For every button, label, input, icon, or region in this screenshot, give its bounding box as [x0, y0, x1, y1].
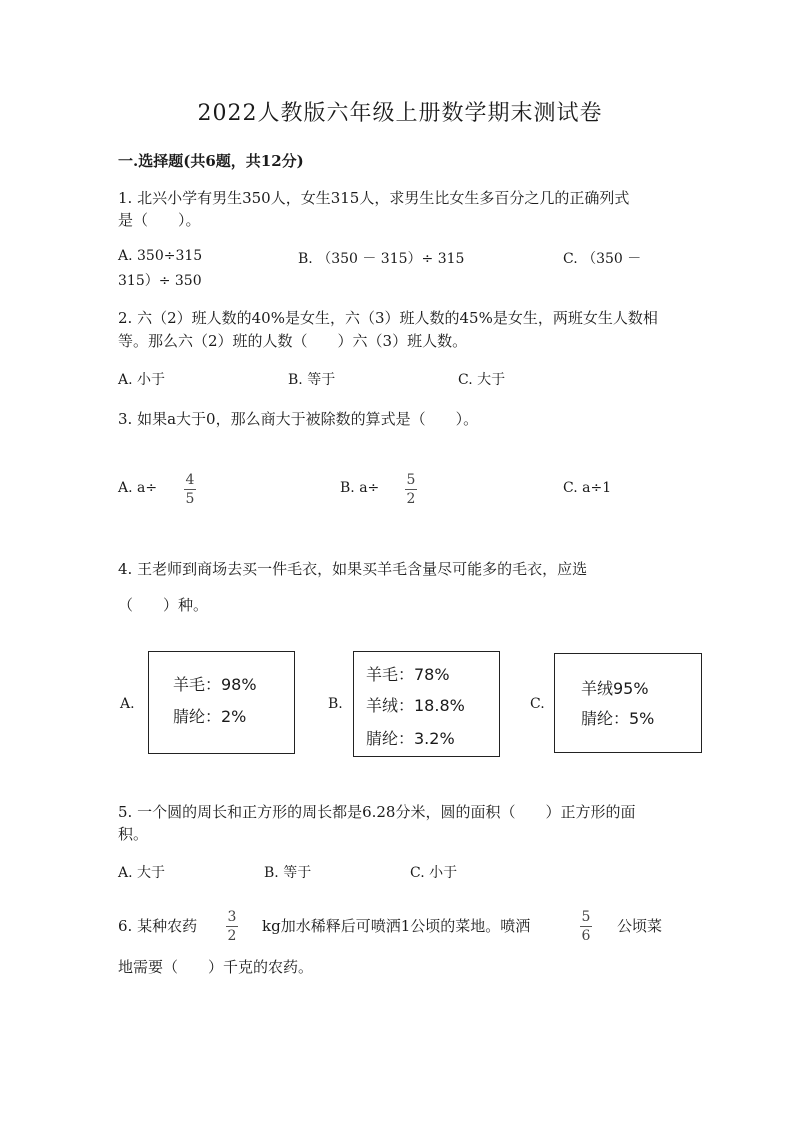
q2-option-a: A. 小于: [118, 372, 166, 388]
fabric-line: 腈纶：3.2%: [366, 729, 455, 748]
fraction-bar: [184, 489, 196, 490]
fabric-line: 羊毛：98%: [173, 675, 257, 694]
q5-option-a: A. 大于: [118, 865, 166, 881]
fraction-numerator: 4: [185, 472, 195, 488]
q3-option-c: C. a÷1: [563, 480, 612, 496]
q2-text-line1: 2. 六（2）班人数的40%是女生，六（3）班人数的45%是女生，两班女生人数相: [118, 309, 658, 327]
q6-fraction-1: [226, 909, 238, 944]
q1-option-c-line1: C. （350 －: [563, 251, 642, 267]
q6-text-mid: kg加水稀释后可喷洒1公顷的菜地。喷洒: [262, 917, 531, 935]
q1-option-a: A. 350÷315: [118, 248, 203, 264]
q2-option-c: C. 大于: [458, 372, 506, 388]
q4-option-c-label-box: [554, 653, 702, 753]
fraction-numerator: 5: [406, 472, 416, 488]
q4-option-a-label: A.: [120, 696, 135, 712]
fraction-numerator: 3: [227, 909, 237, 925]
q5-option-c: C. 小于: [410, 865, 458, 881]
fabric-line: 腈纶：2%: [173, 707, 247, 726]
fraction-denominator: 5: [185, 491, 195, 507]
q4-option-c-label: C.: [530, 696, 545, 712]
fraction-denominator: 2: [406, 491, 416, 507]
fraction-denominator: 6: [581, 928, 591, 944]
q3-option-a-fraction: [184, 472, 196, 507]
q6-text-line2: 地需要（ ）千克的农药。: [118, 958, 314, 976]
section-heading: 一.选择题(共6题，共12分): [118, 152, 304, 170]
q4-option-b-label-box: [353, 651, 500, 757]
fraction-bar: [226, 926, 238, 927]
q3-option-b: B. a÷: [340, 480, 380, 496]
q5-text-line1: 5. 一个圆的周长和正方形的周长都是6.28分米，圆的面积（ ）正方形的面: [118, 803, 636, 821]
q5-option-b: B. 等于: [264, 865, 312, 881]
q1-text-line2: 是（ ）。: [118, 211, 201, 229]
q1-text-line1: 1. 北兴小学有男生350人，女生315人，求男生比女生多百分之几的正确列式: [118, 189, 630, 207]
fraction-numerator: 5: [581, 909, 591, 925]
q3-option-b-fraction: [405, 472, 417, 507]
fraction-bar: [405, 489, 417, 490]
q6-text-post: 公顷菜: [617, 917, 663, 935]
q3-option-a: A. a÷: [118, 480, 158, 496]
fraction-denominator: 2: [227, 928, 237, 944]
page-title: 2022人教版六年级上册数学期末测试卷: [197, 101, 603, 126]
q4-text-line2: （ ）种。: [118, 596, 209, 614]
q2-option-b: B. 等于: [288, 372, 336, 388]
q4-text-line1: 4. 王老师到商场去买一件毛衣，如果买羊毛含量尽可能多的毛衣，应选: [118, 560, 588, 578]
q3-text-line1: 3. 如果a大于0，那么商大于被除数的算式是（ ）。: [118, 410, 479, 428]
q4-option-b-label: B.: [328, 696, 343, 712]
fabric-line: 羊毛：78%: [366, 665, 450, 684]
q1-option-b: B. （350 － 315）÷ 315: [298, 251, 465, 267]
q2-text-line2: 等。那么六（2）班的人数（ ）六（3）班人数。: [118, 332, 468, 350]
fabric-line: 腈纶：5%: [581, 709, 655, 728]
q1-option-c-line2: 315）÷ 350: [118, 273, 202, 289]
q6-text-pre: 6. 某种农药: [118, 917, 198, 935]
q6-fraction-2: [580, 909, 592, 944]
fabric-line: 羊绒：18.8%: [366, 696, 465, 715]
fabric-line: 羊绒95%: [581, 679, 649, 698]
fraction-bar: [580, 926, 592, 927]
q4-option-a-label-box: [148, 651, 295, 754]
q5-text-line2: 积。: [118, 825, 149, 843]
